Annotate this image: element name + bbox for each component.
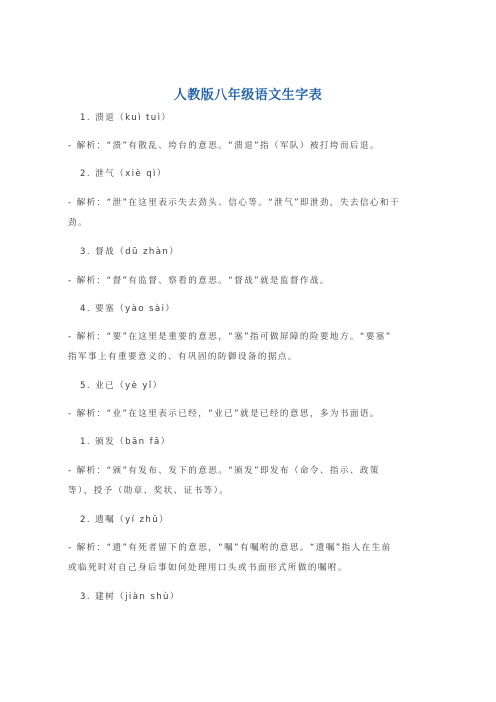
entry-explanation: - 解析：“督”有监督、察看的意思。“督战”就是监督作战。: [68, 276, 330, 286]
entry-heading: 2. 遗嘱（yí zhǔ）: [80, 515, 170, 525]
entry-explanation: 劲。: [68, 218, 88, 228]
entry-heading: 3. 督战（dū zhàn）: [80, 247, 180, 257]
entry-explanation: - 解析：“遗”有死者留下的意思，“嘱”有嘱咐的意思。“遗嘱”指人在生前: [68, 543, 392, 553]
entry-explanation: - 解析：“泄”在这里表示失去劲头、信心等。“泄气”即泄劲，失去信心和干: [68, 198, 400, 208]
entry-heading: 3. 建树（jiàn shù）: [80, 592, 180, 602]
entry-heading: 4. 要塞（yào sài）: [80, 304, 176, 314]
entry-explanation: 指军事上有重要意义的、有巩固的防御设备的据点。: [68, 352, 298, 362]
entry-heading: 1. 溃退（kuì tuì）: [80, 113, 172, 123]
entry-explanation: 或临死时对自己身后事如何处理用口头或书面形式所做的嘱咐。: [68, 563, 348, 573]
document-title: 人教版八年级语文生字表: [173, 88, 323, 103]
entry-heading: 1. 颁发（bān fā）: [80, 437, 171, 447]
entry-explanation: - 解析：“颁”有发布、发下的意思。“颁发”即发布（命令、指示、政策: [68, 466, 380, 476]
entry-heading: 2. 泄气（xiè qì）: [80, 169, 167, 179]
entry-explanation: - 解析：“要”在这里是重要的意思，“塞”指可做屏障的险要地方。“要塞”: [68, 332, 392, 342]
entry-explanation: 等），授予（勋章、奖状、证书等）。: [68, 486, 230, 496]
entry-explanation: - 解析：“溃”有散乱、垮台的意思。“溃退”指（军队）被打垮而后退。: [68, 141, 380, 151]
entry-explanation: - 解析：“业”在这里表示已经，“业已”就是已经的意思，多为书面语。: [68, 409, 380, 419]
entry-heading: 5. 业已（yè yǐ）: [80, 381, 163, 391]
